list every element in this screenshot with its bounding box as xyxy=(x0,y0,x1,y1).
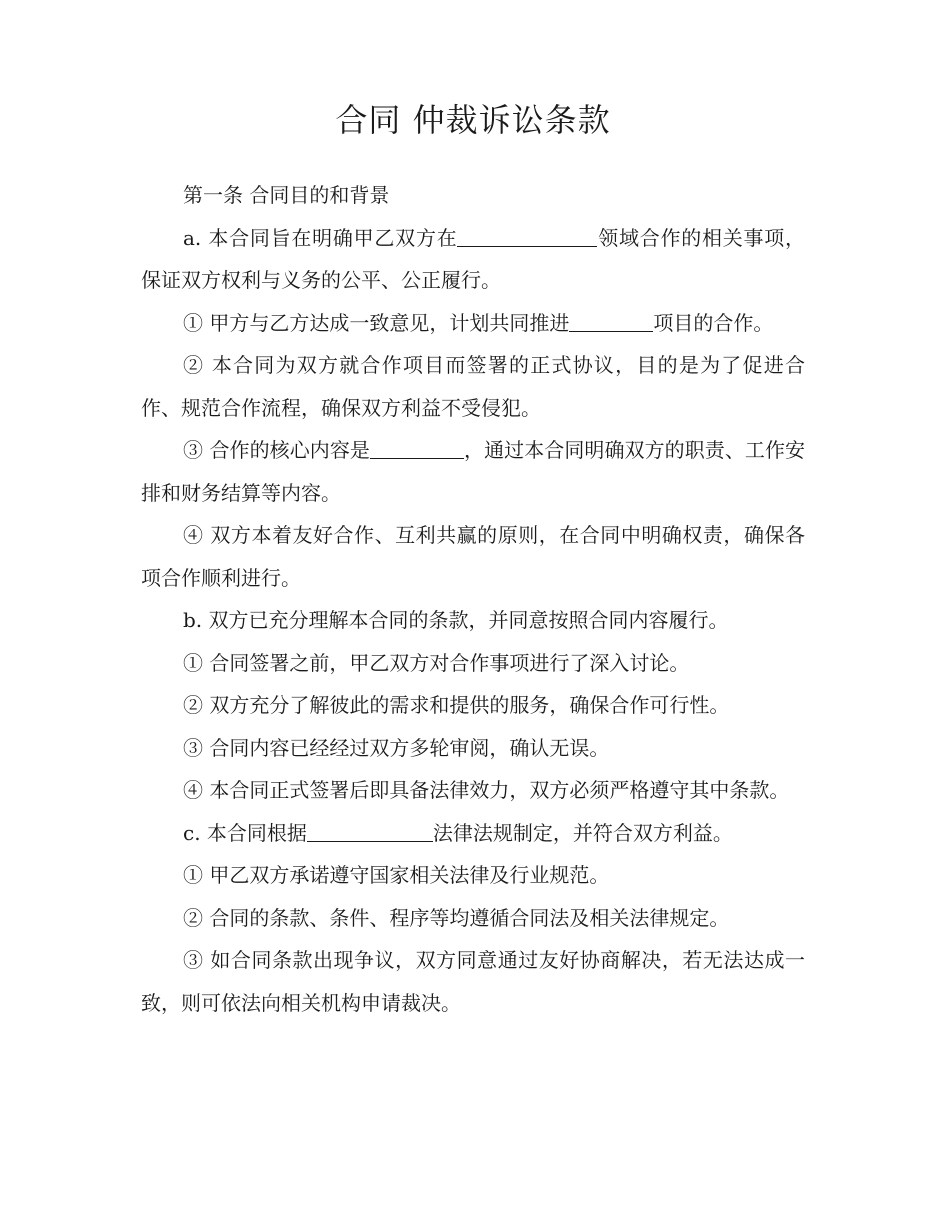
clause-b-1: ① 合同签署之前，甲乙双方对合作事项进行了深入讨论。 xyxy=(183,650,690,675)
clause-c-3: ③ 如合同条款出现争议，双方同意通过友好协商解决，若无法达成一致，则可依法向相关机构申请裁决。 xyxy=(141,948,805,1015)
document-page xyxy=(141,96,805,1024)
fill-blank-field[interactable] xyxy=(457,225,597,247)
clause-c-2: ② 合同的条款、条件、程序等均遵循合同法及相关法律规定。 xyxy=(183,905,730,930)
clause-b-2: ② 双方充分了解彼此的需求和提供的服务，确保合作可行性。 xyxy=(183,693,730,717)
clause-a-2: ② 本合同为双方就合作项目而签署的正式协议，目的是为了促进合作、规范合作流程，确保双方利益不受侵犯。 xyxy=(141,353,805,420)
fill-blank-project[interactable] xyxy=(569,310,653,332)
article-heading: 第一条 合同目的和背景 xyxy=(183,183,390,207)
fill-blank-law[interactable] xyxy=(307,820,433,842)
clause-b: b. 双方已充分理解本合同的条款，并同意按照合同内容履行。 xyxy=(183,608,729,632)
clause-a: a. 本合同旨在明确甲乙双方在 领域合作的相关事项，保证双方权利与义务的公平、公正履行。 xyxy=(141,225,806,292)
clause-a-3: ③ 合作的核心内容是 ，通过本合同明确双方的职责、工作安排和财务结算等内容。 xyxy=(141,438,806,505)
fill-blank-core-content[interactable] xyxy=(370,437,464,459)
document-title: 合同 仲裁诉讼条款 xyxy=(335,101,611,139)
clause-c: c. 本合同根据 法律法规制定，并符合双方利益。 xyxy=(183,820,733,845)
clause-a-4: ④ 双方本着友好合作、互利共赢的原则，在合同中明确权责，确保各项合作顺利进行。 xyxy=(141,523,805,590)
clause-a-1: ① 甲方与乙方达成一致意见，计划共同推进 项目的合作。 xyxy=(183,310,774,335)
clause-b-3: ③ 合同内容已经经过双方多轮审阅，确认无误。 xyxy=(183,735,610,760)
clause-c-1: ① 甲乙双方承诺遵守国家相关法律及行业规范。 xyxy=(183,863,610,887)
clause-b-4: ④ 本合同正式签署后即具备法律效力，双方必须严格遵守其中条款。 xyxy=(183,778,790,802)
